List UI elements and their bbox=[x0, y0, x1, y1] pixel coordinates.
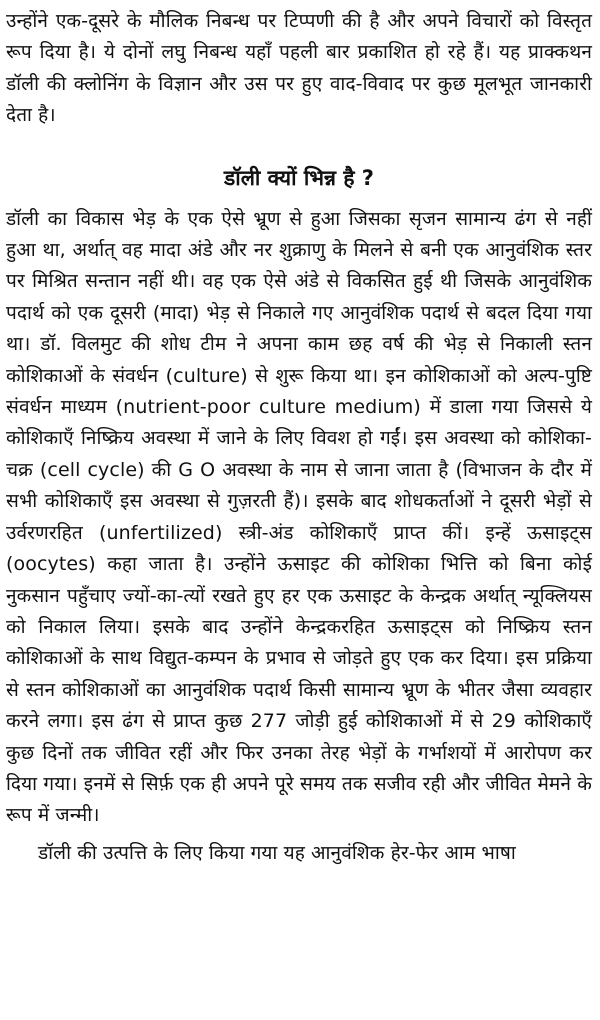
intro-paragraph: उन्होंने एक-दूसरे के मौलिक निबन्ध पर टिप्पणी की है और अपने विचारों को विस्तृत रूप दिया है। ये दोनों लघु निबन्ध यहाँ पहली बार प्रकाशित हो रहे हैं। यह प्राक्कथन डॉली की क्लोनिंग के विज्ञान और उस पर हुए वाद-विवाद पर कुछ मूलभूत जानकारी देता है। bbox=[6, 10, 592, 127]
section-heading: डॉली क्यों भिन्न है ? bbox=[224, 165, 374, 190]
closing-paragraph: डॉली की उत्पत्ति के लिए किया गया यह आनुवंशिक हेर-फेर आम भाषा bbox=[38, 841, 516, 864]
body-paragraph: डॉली का विकास भेड़ के एक ऐसे भ्रूण से हुआ जिसका सृजन सामान्य ढंग से नहीं हुआ था, अर्थात् वह मादा अंडे और नर शुक्राणु के मिलने से बनी एक आनुवंशिक स्तर पर मिश्रित सन्तान नहीं थी। वह एक ऐसे अंडे से विकसित हुई थी जिसके आनुवंशिक पदार्थ को एक दूसरी (मादा) भेड़ से निकाले गए आनुवंशिक पदार्थ से बदल दिया गया था। डॉ. विलमुट की शोध टीम ने अपना काम छह वर्ष की भेड़ से निकाली स्तन कोशिकाओं के संवर्धन (culture) से शुरू किया था। इन कोशिकाओं को अल्प-पुष्टि संवर्धन माध्यम (nutrient-poor culture medium) में डाला गया जिससे ये कोशिकाएँ निष्क्रिय अवस्था में जाने के लिए विवश हो गईं। इस अवस्था को कोशिका-चक्र (cell cycle) की G O अवस्था के नाम से जाना जाता है (विभाजन के दौर में सभी कोशिकाएँ इस अवस्था से गुज़रती हैं)। इसके बाद शोधकर्ताओं ने दूसरी भेड़ों से उर्वरणरहित (unfertilized) स्त्री-अंड कोशिकाएँ प्राप्त कीं। इन्हें ऊसाइट्स (oocytes) कहा जाता है। उन्होंने ऊसाइट की कोशिका भित्ति को बिना कोई नुकसान पहुँचाए ज्यों-का-त्यों रखते हुए हर एक ऊसाइट के केन्द्रक अर्थात् न्यूक्लियस को निकाल लिया। इसके बाद उन्होंने केन्द्रकरहित ऊसाइट्स को निष्क्रिय स्तन कोशिकाओं के साथ विद्युत-कम्पन के प्रभाव से जोड़ते हुए एक कर दिया। इस प्रक्रिया से स्तन कोशिकाओं का आनुवंशिक पदार्थ किसी सामान्य भ्रूण के भीतर जैसा व्यवहार करने लगा। इस ढंग से प्राप्त कुछ 277 जोड़ी हुई कोशिकाओं में से 29 कोशिकाएँ कुछ दिनों तक जीवित रहीं और फिर उनका तेरह भेड़ों के गर्भाशयों में आरोपण कर दिया गया। इनमें से सिर्फ़ एक ही अपने पूरे समय तक सजीव रही और जीवित मेमने के रूप में जन्मी। bbox=[6, 207, 592, 827]
